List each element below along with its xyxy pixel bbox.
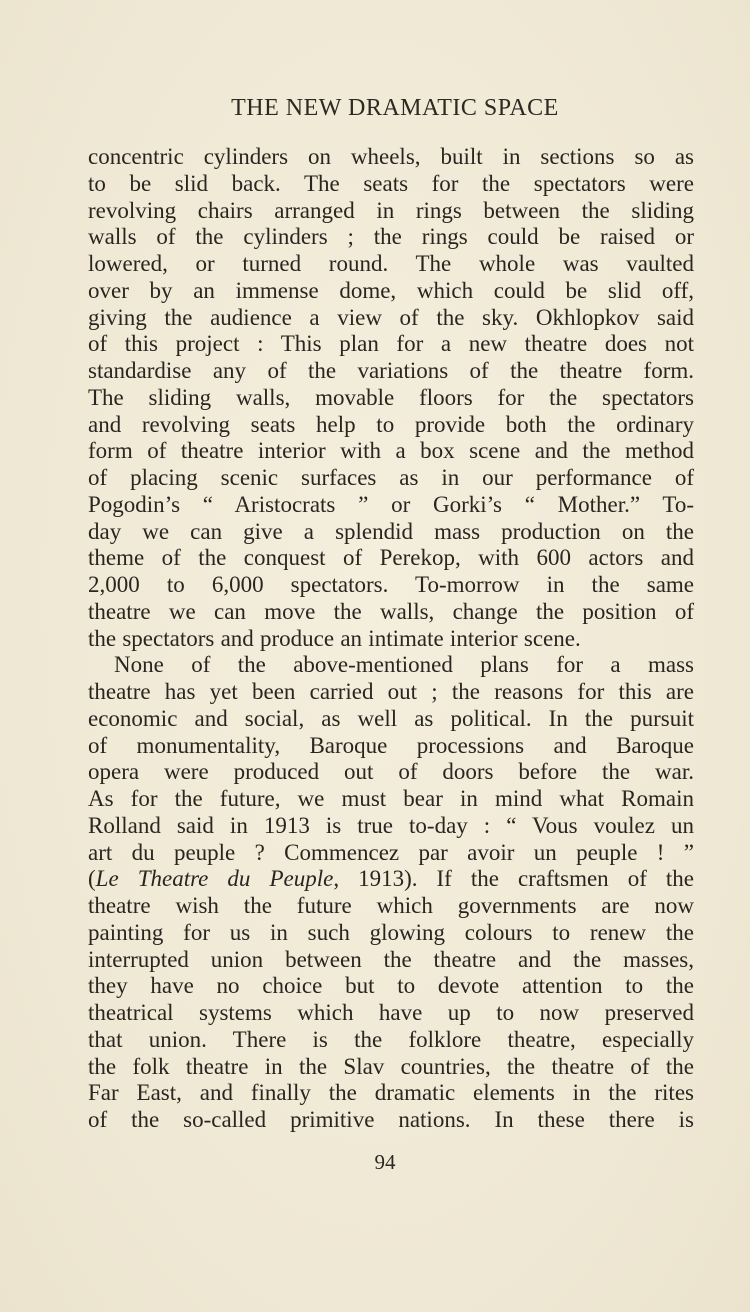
text-line: lowered, or turned round. The whole was vaulted — [88, 251, 694, 276]
text-line: painting for us in such glowing colours to renew the — [88, 919, 694, 945]
text-line: day we can give a splendid mass production on the — [88, 518, 694, 544]
text-line: 2,000 to 6,000 spectators. To-morrow in the same — [88, 572, 694, 597]
text-line: Rolland said in 1913 is true to-day : “ Vous voulez un — [88, 812, 694, 838]
text-line: interrupted union between the theatre and the masses, — [88, 946, 694, 972]
text-line: art du peuple ? Commencez par avoir un peuple ! ” — [88, 839, 694, 865]
citation-title: Le Theatre du Peuple — [95, 866, 334, 892]
text-line: of placing scenic surfaces as in our performance of — [88, 465, 694, 490]
text-line: walls of the cylinders ; the rings could be raised or — [88, 224, 694, 250]
text-line: to be slid back. The seats for the spectators were — [88, 170, 694, 196]
text-line: None of the above-mentioned plans for a mass — [114, 652, 694, 678]
text-line: standardise any of the variations of the theatre form. — [88, 358, 694, 383]
text-line-with-citation: (Le Theatre du Peuple, 1913). If the craftsmen of the — [88, 866, 694, 892]
running-head: THE NEW DRAMATIC SPACE — [231, 95, 559, 121]
text-line: theatre we can move the walls, change the position of — [88, 598, 694, 624]
text-line: Pogodin’s “ Aristocrats ” or Gorki’s “ Mother.” To- — [88, 491, 694, 517]
text-line: the folk theatre in the Slav countries, the theatre of the — [88, 1053, 694, 1079]
text-line: theatrical systems which have up to now preserved — [88, 1000, 694, 1025]
text-line: Far East, and finally the dramatic elements in the rites — [88, 1080, 694, 1106]
text-line: opera were produced out of doors before the war. — [88, 759, 694, 785]
text-line: that union. There is the folklore theatre, especially — [88, 1026, 694, 1052]
text-line: of the so-called primitive nations. In these there is — [88, 1107, 694, 1132]
text-line: the spectators and produce an intimate interior scene. — [88, 625, 581, 651]
text-line: of this project : This plan for a new theatre does not — [88, 331, 694, 357]
text-line: theme of the conquest of Perekop, with 600 actors and — [88, 545, 694, 571]
text-line: they have no choice but to devote attention to the — [88, 973, 694, 999]
text-line: giving the audience a view of the sky. Okhlopkov said — [88, 304, 694, 330]
body-text — [88, 144, 694, 1134]
text-line: form of theatre interior with a box scene and the method — [88, 438, 694, 464]
text-line: theatre has yet been carried out ; the reasons for this are — [88, 679, 694, 704]
text-line: and revolving seats help to provide both the ordinary — [88, 411, 694, 437]
text-line: revolving chairs arranged in rings between the sliding — [88, 197, 694, 223]
text-line: concentric cylinders on wheels, built in sections so as — [88, 144, 694, 169]
text-line: over by an immense dome, which could be slid off, — [88, 277, 694, 303]
text-line: The sliding walls, movable floors for the spectators — [88, 384, 694, 410]
text-line: economic and social, as well as political. In the pursuit — [88, 705, 694, 731]
text-line: of monumentality, Baroque processions and Baroque — [88, 732, 694, 758]
text-line: theatre wish the future which governments are now — [88, 893, 694, 918]
text-line: As for the future, we must bear in mind what Romain — [88, 786, 694, 811]
page-number: 94 — [374, 1150, 396, 1174]
